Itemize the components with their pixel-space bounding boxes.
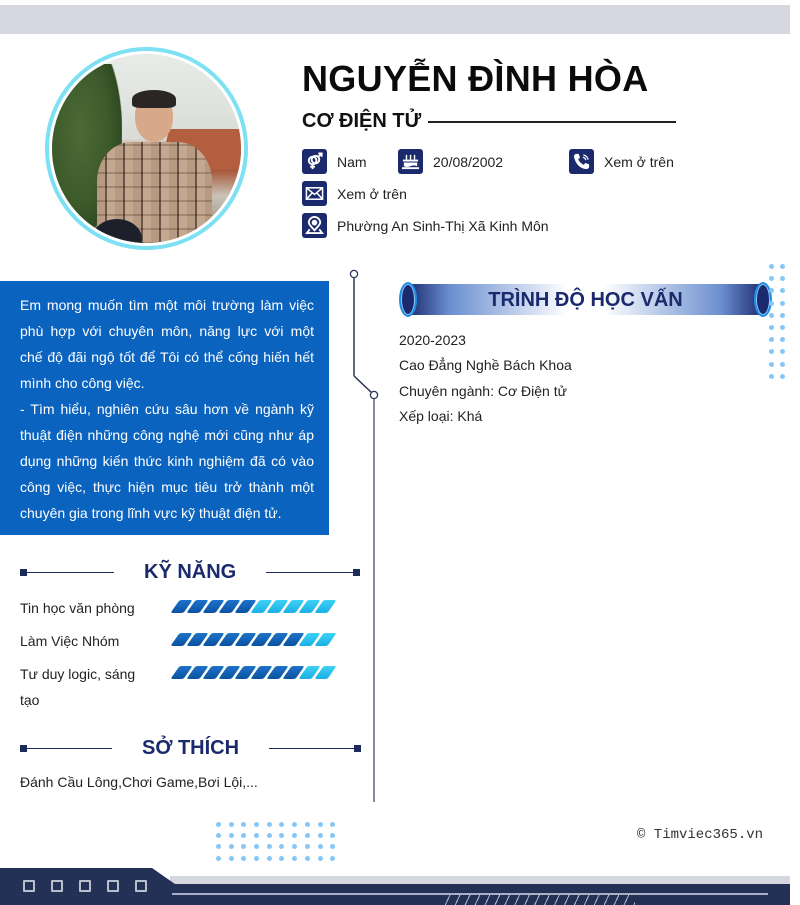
gender-icon <box>302 149 327 174</box>
education-grade: Xếp loại: Khá <box>399 407 483 424</box>
top-decorative-band <box>0 5 790 34</box>
email-value: Xem ở trên <box>337 185 407 202</box>
avatar <box>45 47 248 250</box>
objective-paragraph: Em mong muốn tìm một môi trường làm việc phù hợp với chuyên môn, năng lực với một chế độ đãi ngộ tốt để Tôi có thể cống hiến hết mình cho công việc. <box>20 297 314 391</box>
education-school: Cao Đẳng Nghề Bách Khoa <box>399 357 572 374</box>
skill-level-bar <box>175 666 332 679</box>
hobbies-heading <box>20 737 361 760</box>
contact-phone <box>569 149 674 174</box>
footer-decoration <box>0 868 800 905</box>
contact-address <box>302 213 549 238</box>
skills-heading <box>20 561 360 584</box>
skill-label: Tư duy logic, sáng tạo <box>20 666 136 708</box>
career-objective <box>0 281 329 535</box>
phone-icon <box>569 149 594 174</box>
location-pin-icon <box>302 213 327 238</box>
contact-email <box>302 181 407 206</box>
title-divider <box>428 121 676 123</box>
education-title: TRÌNH ĐỘ HỌC VẤN <box>488 289 683 311</box>
skill-level-bar <box>175 633 332 646</box>
education-heading <box>399 282 772 317</box>
job-title: CƠ ĐIỆN TỬ <box>302 110 422 132</box>
education-period: 2020-2023 <box>399 332 466 348</box>
phone-value: Xem ở trên <box>604 153 674 170</box>
education-major: Chuyên ngành: Cơ Điện tử <box>399 382 567 399</box>
hobbies-title: SỞ THÍCH <box>142 737 240 759</box>
gender-value: Nam <box>337 153 367 170</box>
skill-label: Tin học văn phòng <box>20 600 135 616</box>
skill-label: Làm Việc Nhóm <box>20 633 120 649</box>
hobbies-text: Đánh Cầu Lông,Chơi Game,Bơi Lội,... <box>20 774 258 790</box>
candidate-name: NGUYỄN ĐÌNH HÒA <box>302 58 649 99</box>
skills-title: KỸ NĂNG <box>144 561 237 583</box>
contact-gender <box>302 149 367 174</box>
education-details <box>399 328 572 429</box>
dots-decoration-right <box>769 264 785 379</box>
objective-paragraph: - Tìm hiểu, nghiên cứu sâu hơn về ngành kỹ thuật điện những công nghệ mới cũng như áp dụng những kiến thức kinh nghiệm đã có vào công việc, thực hiện mục tiêu trở thành một chuyên gia trong lĩnh vực kỹ thuật điện tử. <box>20 401 314 521</box>
birthday-cake-icon <box>398 149 423 174</box>
email-icon <box>302 181 327 206</box>
dots-decoration-bottom <box>216 822 335 861</box>
copyright-text: © Timviec365.vn <box>637 827 764 843</box>
address-value: Phường An Sinh-Thị Xã Kinh Môn <box>337 217 549 234</box>
contact-birthday <box>398 149 503 174</box>
profile-photo <box>52 54 241 243</box>
skill-level-bar <box>175 600 332 613</box>
footer-squares <box>23 880 147 892</box>
birthday-value: 20/08/2002 <box>433 153 504 170</box>
